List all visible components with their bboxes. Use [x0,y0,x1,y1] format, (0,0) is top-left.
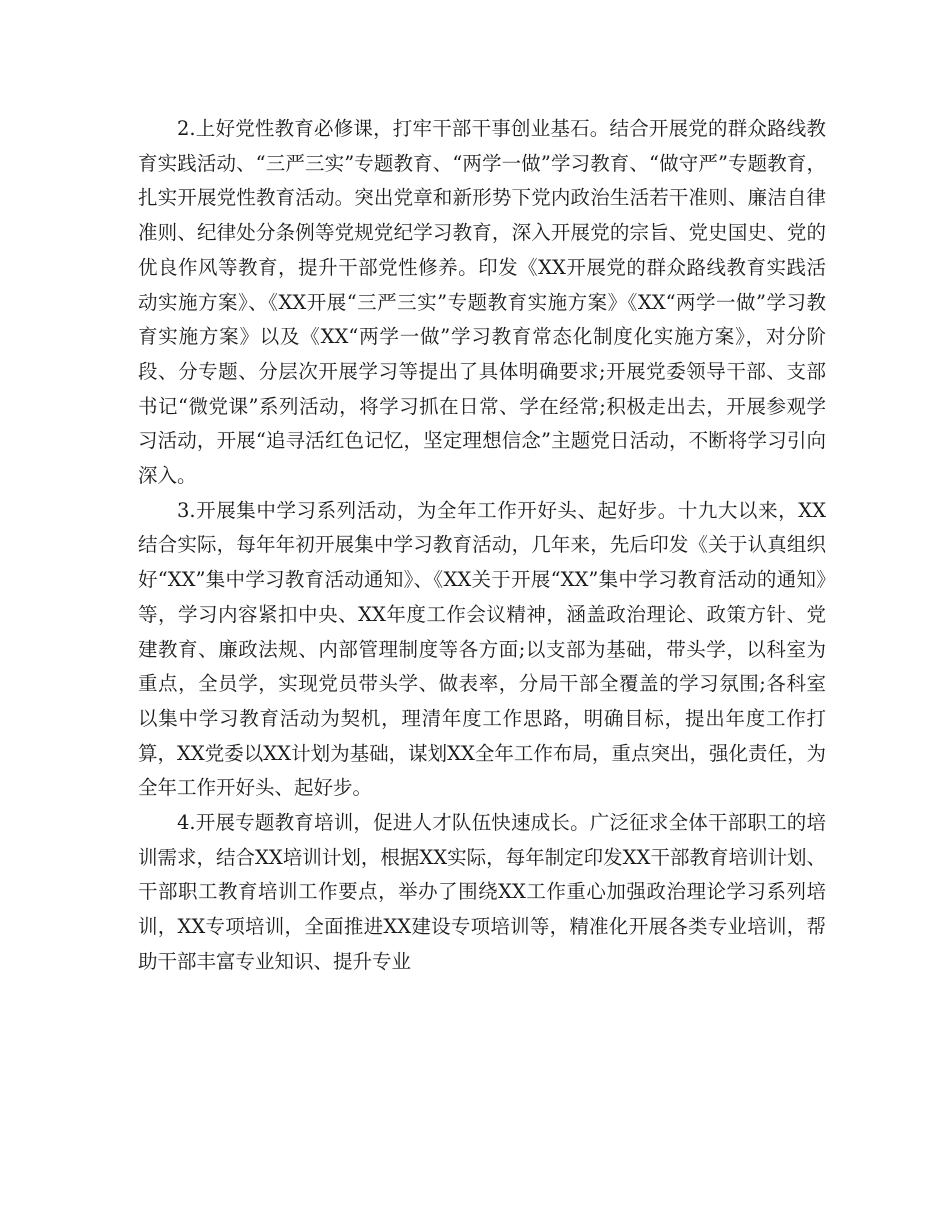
document-body [138,112,826,980]
paragraph-4-special-training: 4.开展专题教育培训，促进人才队伍快速成长。广泛征求全体干部职工的培训需求，结合XX培训计划，根据XX实际，每年制定印发XX干部教育培训计划、干部职工教育培训工作要点，举办了围绕XX工作重心加强政治理论学习系列培训，XX专项培训，全面推进XX建设专项培训等，精准化开展各类专业培训，帮助干部丰富专业知识、提升专业 [138,811,826,973]
paragraph-2-party-education: 2.上好党性教育必修课，打牢干部干事创业基石。结合开展党的群众路线教育实践活动、“三严三实”专题教育、“两学一做”学习教育、“做守严”专题教育，扎实开展党性教育活动。突出党章和新形势下党内政治生活若干准则、廉洁自律准则、纪律处分条例等党规党纪学习教育，深入开展党的宗旨、党史国史、党的优良作风等教育，提升干部党性修养。印发《XX开展党的群众路线教育实践活动实施方案》、《XX开展“三严三实”专题教育实施方案》《XX“两学一做”学习教育实施方案》以及《XX“两学一做”学习教育常态化制度化实施方案》，对分阶段、分专题、分层次开展学习等提出了具体明确要求;开展党委领导干部、支部书记“微党课”系列活动，将学习抓在日常、学在经常;积极走出去，开展参观学习活动，开展“追寻活红色记忆，坚定理想信念”主题党日活动，不断将学习引向深入。 [138,117,826,488]
paragraph-3-concentrated-study: 3.开展集中学习系列活动，为全年工作开好头、起好步。十九大以来，XX结合实际，每年年初开展集中学习教育活动，几年来，先后印发《关于认真组织好“XX”集中学习教育活动通知》、《XX关于开展“XX”集中学习教育活动的通知》等，学习内容紧扣中央、XX年度工作会议精神，涵盖政治理论、政策方针、党建教育、廉政法规、内部管理制度等各方面;以支部为基础，带头学，以科室为重点，全员学，实现党员带头学、做表率，分局干部全覆盖的学习氛围;各科室以集中学习教育活动为契机，理清年度工作思路，明确目标，提出年度工作打算，XX党委以XX计划为基础，谋划XX全年工作布局，重点突出，强化责任，为全年工作开好头、起好步。 [138,498,826,800]
